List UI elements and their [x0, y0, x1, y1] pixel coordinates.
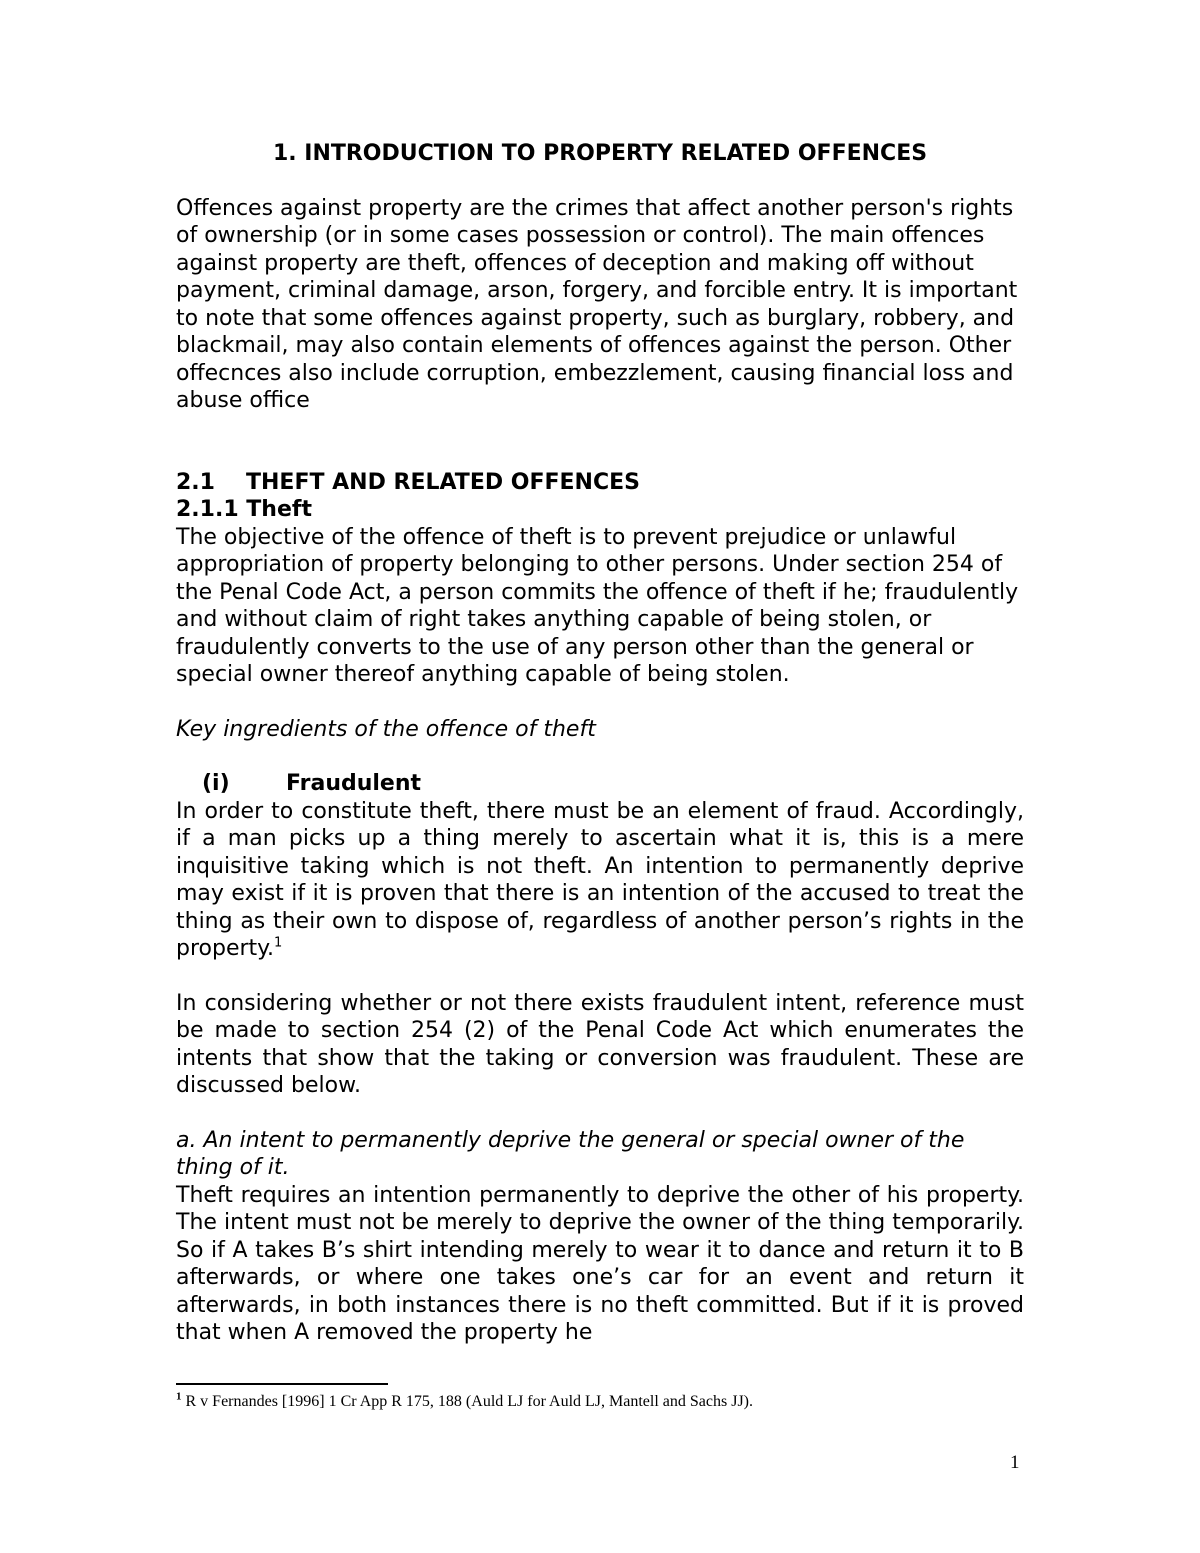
- intro-paragraph: Offences against property are the crimes that affect another person's rights of ownership (or in some cases possession or control). The main offences against property are theft, offences of deception and making off without payment, criminal damage, arson, forgery, and forcible entry. It is important to note that some offences against property, such as burglary, robbery, and blackmail, may also contain elements of offences against the person. Other offecnces also include corruption, embezzlement, causing financial loss and abuse office: [176, 195, 1018, 413]
- page-number: 1: [1010, 1452, 1020, 1473]
- footnote: [176, 1392, 753, 1412]
- fraudulent-number: (i): [202, 771, 230, 796]
- intent-a-heading: a. An intent to permanently deprive the general or special owner of the thing of it.: [176, 1127, 965, 1180]
- footnote-separator: [176, 1383, 388, 1385]
- fraudulent-paragraph: [176, 798, 1024, 963]
- subsection-heading-theft: 2.1.1 Theft: [176, 497, 312, 522]
- section-heading-2-1: [176, 469, 1024, 497]
- fraudulent-heading: [176, 770, 1024, 798]
- section-number: 2.1: [176, 469, 215, 495]
- intent-a-paragraph: Theft requires an intention permanently to deprive the other of his property. The intent must not be merely to deprive the owner of the thing temporarily. So if A takes B’s shirt intending merely to wear it to dance and return it to B afterwards, or where one takes one’s car for an event and return it afterwards, in both instances there is no theft committed. But if it is proved that when A removed the property he: [176, 1182, 1024, 1345]
- page-title: 1. INTRODUCTION TO PROPERTY RELATED OFFENCES: [272, 141, 928, 166]
- fraudulent-title: Fraudulent: [286, 771, 422, 796]
- footnote-marker: 1: [176, 1390, 182, 1403]
- fraudulent-paragraph-text: In order to constitute theft, there must be an element of fraud. Accordingly, if a man picks up a thing merely to ascertain what it is, this is a mere inquisitive taking which is not theft. An intention to permanently deprive may exist if it is proven that there is an intention of the accused to treat the thing as their own to dispose of, regardless of another person’s rights in the property.: [176, 798, 1024, 961]
- section-title: THEFT AND RELATED OFFENCES: [246, 469, 640, 495]
- fraudulent-intent-paragraph: In considering whether or not there exists fraudulent intent, reference must be made to section 254 (2) of the Penal Code Act which enumerates the intents that show that the taking or conversion was fraudulent. These are discussed below.: [176, 990, 1024, 1098]
- theft-paragraph: The objective of the offence of theft is to prevent prejudice or unlawful appropriation of property belonging to other persons. Under section 254 of the Penal Code Act, a person commits the offence of theft if he; fraudulently and without claim of right takes anything capable of being stolen, or fraudulently converts to the use of any person other than the general or special owner thereof anything capable of being stolen.: [176, 524, 1019, 687]
- key-ingredients-heading: Key ingredients of the offence of theft: [176, 716, 596, 742]
- footnote-reference[interactable]: 1: [274, 935, 283, 951]
- footnote-text: R v Fernandes [1996] 1 Cr App R 175, 188 (Auld LJ for Auld LJ, Mantell and Sachs JJ).: [181, 1393, 754, 1410]
- page-body: [176, 140, 1024, 1347]
